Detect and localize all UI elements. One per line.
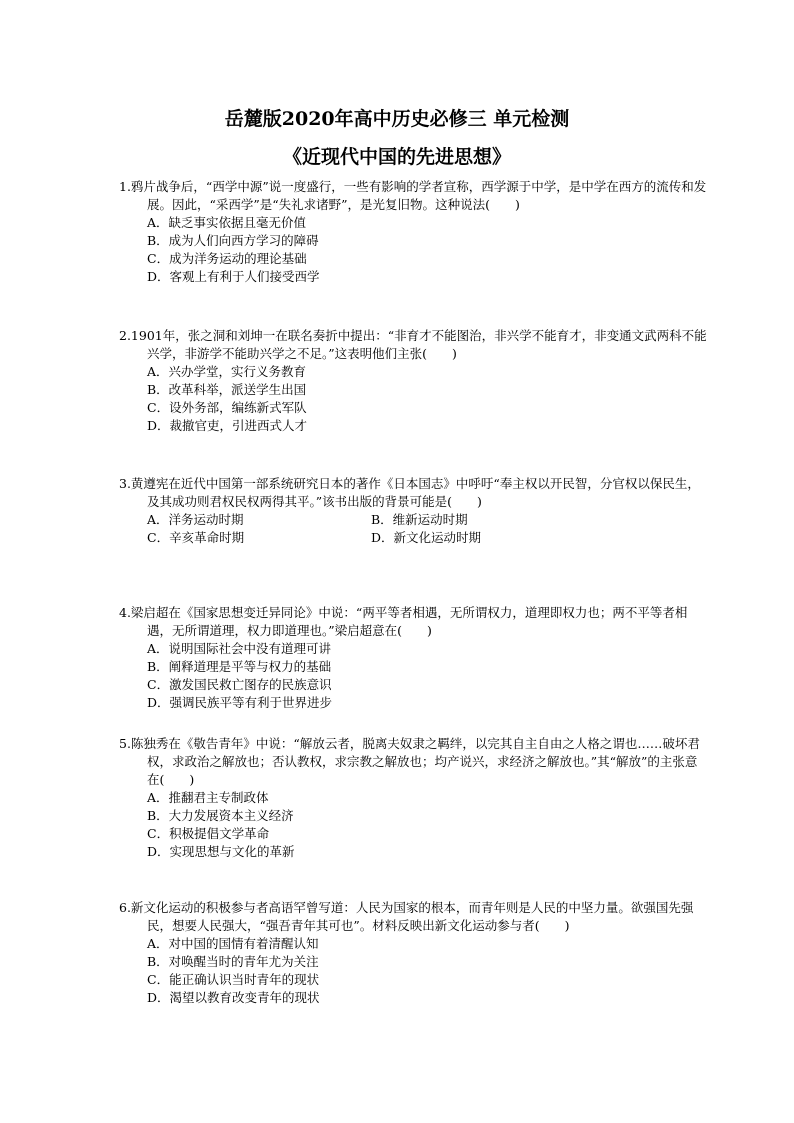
option-b: B．阐释道理是平等与权力的基础	[147, 659, 332, 674]
option-c: C．辛亥革命时期	[147, 530, 245, 545]
question-stem: 2.1901年，张之洞和刘坤一在联名奏折中提出：“非育才不能图治，非兴学不能育才，非变通文武两科不能兴学，非游学不能助兴学之不足。”这表明他们主张( )	[119, 328, 707, 361]
question-stem: 6.新文化运动的积极参与者高语罕曾写道：人民为国家的根本，而青年则是人民的中坚力量。欲强国先强民，想要人民强大，“强吾青年其可也”。材料反映出新文化运动参与者( )	[119, 900, 694, 933]
option-row	[119, 511, 709, 529]
option-b: B．成为人们向西方学习的障碍	[147, 233, 319, 248]
option-a: A．兴办学堂，实行义务教育	[147, 364, 307, 379]
question-stem: 4.梁启超在《国家思想变迁异同论》中说：“两平等者相遇，无所谓权力，道理即权力也；两不平等者相遇，无所谓道理，权力即道理也。”梁启超意在( )	[119, 605, 688, 638]
option-b: B．改革科举，派送学生出国	[147, 382, 307, 397]
option-d: D．裁撤官吏，引进西式人才	[147, 418, 308, 433]
question-stem: 3.黄遵宪在近代中国第一部系统研究日本的著作《日本国志》中呼吁“奉主权以开民智，分官权以保民生，及其成功则君权民权两得其平。”该书出版的背景可能是( )	[119, 476, 700, 509]
question-4	[119, 604, 709, 712]
page-subtitle: 《近现代中国的先进思想》	[282, 146, 511, 168]
option-b: B．维新运动时期	[371, 512, 468, 527]
option-b: B．大力发展资本主义经济	[147, 808, 294, 823]
option-d: D．客观上有利于人们接受西学	[147, 269, 320, 284]
option-a: A．说明国际社会中没有道理可讲	[147, 641, 332, 656]
option-c: C．能正确认识当时青年的现状	[147, 972, 320, 987]
question-3	[119, 475, 709, 547]
option-c: C．激发国民救亡图存的民族意识	[147, 677, 332, 692]
page-title: 岳麓版2020年高中历史必修三 单元检测	[224, 108, 570, 130]
question-1	[119, 178, 709, 286]
question-2	[119, 327, 709, 435]
option-a: A．推翻君主专制政体	[147, 790, 269, 805]
option-b: B．对唤醒当时的青年尤为关注	[147, 954, 319, 969]
option-a: A．洋务运动时期	[147, 512, 244, 527]
question-6	[119, 899, 709, 1007]
question-stem: 1.鸦片战争后，“西学中源”说一度盛行，一些有影响的学者宣称，西学源于中学，是中学在西方的流传和发展。因此，“采西学”是“失礼求诸野”，是光复旧物。这种说法( )	[119, 179, 707, 212]
option-d: D．渴望以教育改变青年的现状	[147, 990, 320, 1005]
option-a: A．缺乏事实依据且毫无价值	[147, 215, 307, 230]
option-d: D．新文化运动时期	[371, 530, 482, 545]
option-d: D．强调民族平等有利于世界进步	[147, 695, 333, 710]
option-c: C．成为洋务运动的理论基础	[147, 251, 307, 266]
option-d: D．实现思想与文化的革新	[147, 844, 295, 859]
option-row	[119, 529, 709, 547]
question-5	[119, 735, 709, 861]
option-a: A．对中国的国情有着清醒认知	[147, 936, 319, 951]
question-stem: 5.陈独秀在《敬告青年》中说：“解放云者，脱离夫奴隶之羁绊，以完其自主自由之人格之谓也……破坏君权，求政治之解放也；否认教权，求宗教之解放也；均产说兴，求经济之解放也。”其“解放”的主张意在( )	[119, 736, 700, 787]
option-c: C．设外务部，编练新式军队	[147, 400, 307, 415]
option-c: C．积极提倡文学革命	[147, 826, 270, 841]
